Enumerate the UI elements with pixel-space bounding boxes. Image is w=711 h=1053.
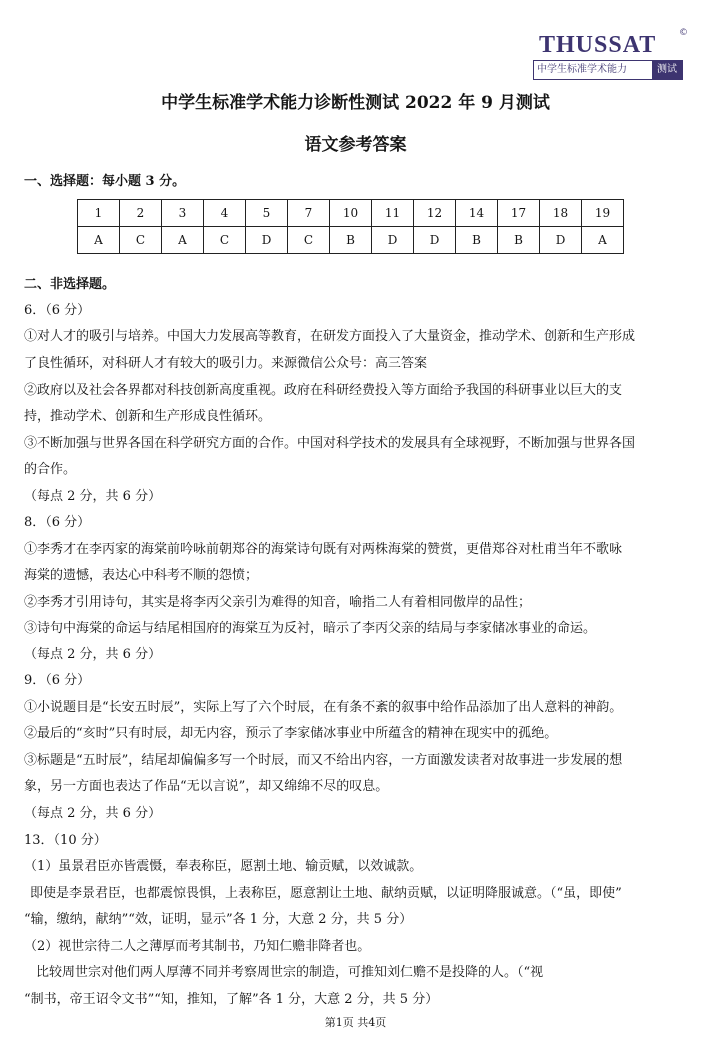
question-heading: 13．（10 分）	[24, 833, 107, 848]
answer-line: ③诗句中海棠的命运与结尾相国府的海棠互为反衬，暗示了李丙父亲的结局与李家储冰事业的命运。	[24, 621, 597, 636]
page-footer: 第1页 共4页	[324, 1016, 387, 1029]
question-number: 5	[246, 200, 288, 227]
question-number: 7	[288, 200, 330, 227]
page-subtitle: 语文参考答案	[304, 135, 407, 155]
answer-table	[77, 199, 624, 254]
question-heading: 8．（6 分）	[24, 515, 91, 530]
score-note: （每点 2 分，共 6 分）	[24, 806, 162, 821]
logo-wordmark: THUSSAT	[539, 32, 657, 58]
answer-line: 即使是李景君臣，也都震惊畏惧，上表称臣，愿意割让土地、献纳贡赋，以证明降服诚意。（“虽，即使”	[30, 886, 622, 901]
answer-letter: A	[78, 227, 120, 254]
answer-line: ②李秀才引用诗句，其实是将李丙父亲引为难得的知音，喻指二人有着相同傲岸的品性；	[24, 595, 532, 610]
question-number: 2	[120, 200, 162, 227]
question-number: 1	[78, 200, 120, 227]
score-note: （每点 2 分，共 6 分）	[24, 489, 162, 504]
answer-letter: D	[414, 227, 456, 254]
section-heading-choice: 一、选择题：每小题 3 分。	[24, 174, 186, 189]
answer-letter: D	[540, 227, 582, 254]
answer-letter: A	[162, 227, 204, 254]
registered-mark: ©	[679, 28, 688, 38]
question-number: 11	[372, 200, 414, 227]
answer-letter: B	[498, 227, 540, 254]
answer-letter: D	[372, 227, 414, 254]
answer-letter: B	[456, 227, 498, 254]
question-number: 19	[582, 200, 624, 227]
answer-line: ①对人才的吸引与培养。中国大力发展高等教育，在研发方面投入了大量资金，推动学术、创新和生产形成	[24, 329, 636, 344]
answer-line: ③不断加强与世界各国在科学研究方面的合作。中国对科学技术的发展具有全球视野，不断加强与世界各国	[24, 436, 636, 451]
answer-line: 比较周世宗对他们两人厚薄不同并考察周世宗的制造，可推知刘仁赡不是投降的人。（“视	[36, 965, 544, 980]
answer-line: “输，缴纳，献纳”“效，证明，显示”各 1 分，大意 2 分，共 5 分）	[24, 912, 413, 927]
section-heading-nonchoice: 二、非选择题。	[24, 277, 116, 292]
answer-line: ②最后的“亥时”只有时辰，却无内容，预示了李家储冰事业中所蕴含的精神在现实中的孤绝。	[24, 726, 558, 741]
logo-tag: 测试	[652, 61, 682, 79]
answer-line: ②政府以及社会各界都对科技创新高度重视。政府在科研经费投入等方面给予我国的科研事业以巨大的支	[24, 383, 623, 398]
question-number: 4	[204, 200, 246, 227]
answer-letter: B	[330, 227, 372, 254]
answer-letter: C	[120, 227, 162, 254]
logo-subtitle: 中学生标准学术能力	[537, 64, 627, 75]
answer-line: 海棠的遗憾，表达心中科考不顺的怨愤；	[24, 568, 259, 583]
answer-line: ①李秀才在李丙家的海棠前吟咏前朝郑谷的海棠诗句既有对两株海棠的赞赏，更借郑谷对杜甫当年不歌咏	[24, 542, 623, 557]
answer-line: 象，另一方面也表达了作品“无以言说”，却又绵绵不尽的叹息。	[24, 779, 389, 794]
answer-table-numbers-row	[78, 200, 624, 227]
answer-line: 的合作。	[24, 462, 77, 477]
answer-line: ①小说题目是“长安五时辰”，实际上写了六个时辰，在有条不紊的叙事中给作品添加了出人意料的神韵。	[24, 700, 623, 715]
question-heading: 6．（6 分）	[24, 303, 91, 318]
thussat-logo	[533, 28, 689, 80]
answer-letter: C	[288, 227, 330, 254]
question-number: 12	[414, 200, 456, 227]
answer-line: ③标题是“五时辰”，结尾却偏偏多写一个时辰，而又不给出内容，一方面激发读者对故事进一步发展的想	[24, 753, 623, 768]
question-number: 10	[330, 200, 372, 227]
question-number: 3	[162, 200, 204, 227]
answer-line: “制书，帝王诏令文书”“知，推知，了解”各 1 分，大意 2 分，共 5 分）	[24, 992, 439, 1007]
question-number: 17	[498, 200, 540, 227]
question-number: 18	[540, 200, 582, 227]
question-heading: 9．（6 分）	[24, 673, 91, 688]
answer-letter: D	[246, 227, 288, 254]
answer-line: （2）视世宗待二人之薄厚而考其制书，乃知仁赡非降者也。	[24, 939, 371, 954]
score-note: （每点 2 分，共 6 分）	[24, 647, 162, 662]
answer-letter: C	[204, 227, 246, 254]
answer-line: 持，推动学术、创新和生产形成良性循环。	[24, 409, 272, 424]
answer-table-answers-row	[78, 227, 624, 254]
question-number: 14	[456, 200, 498, 227]
answer-line: 了良性循环，对科研人才有较大的吸引力。来源微信公众号：高三答案	[24, 356, 428, 371]
logo-bar	[533, 60, 683, 80]
page-title: 中学生标准学术能力诊断性测试 2022 年 9 月测试	[161, 93, 550, 113]
answer-letter: A	[582, 227, 624, 254]
answer-line: （1）虽景君臣亦皆震慑，奉表称臣，愿割土地、输贡赋，以效诚款。	[24, 859, 423, 874]
